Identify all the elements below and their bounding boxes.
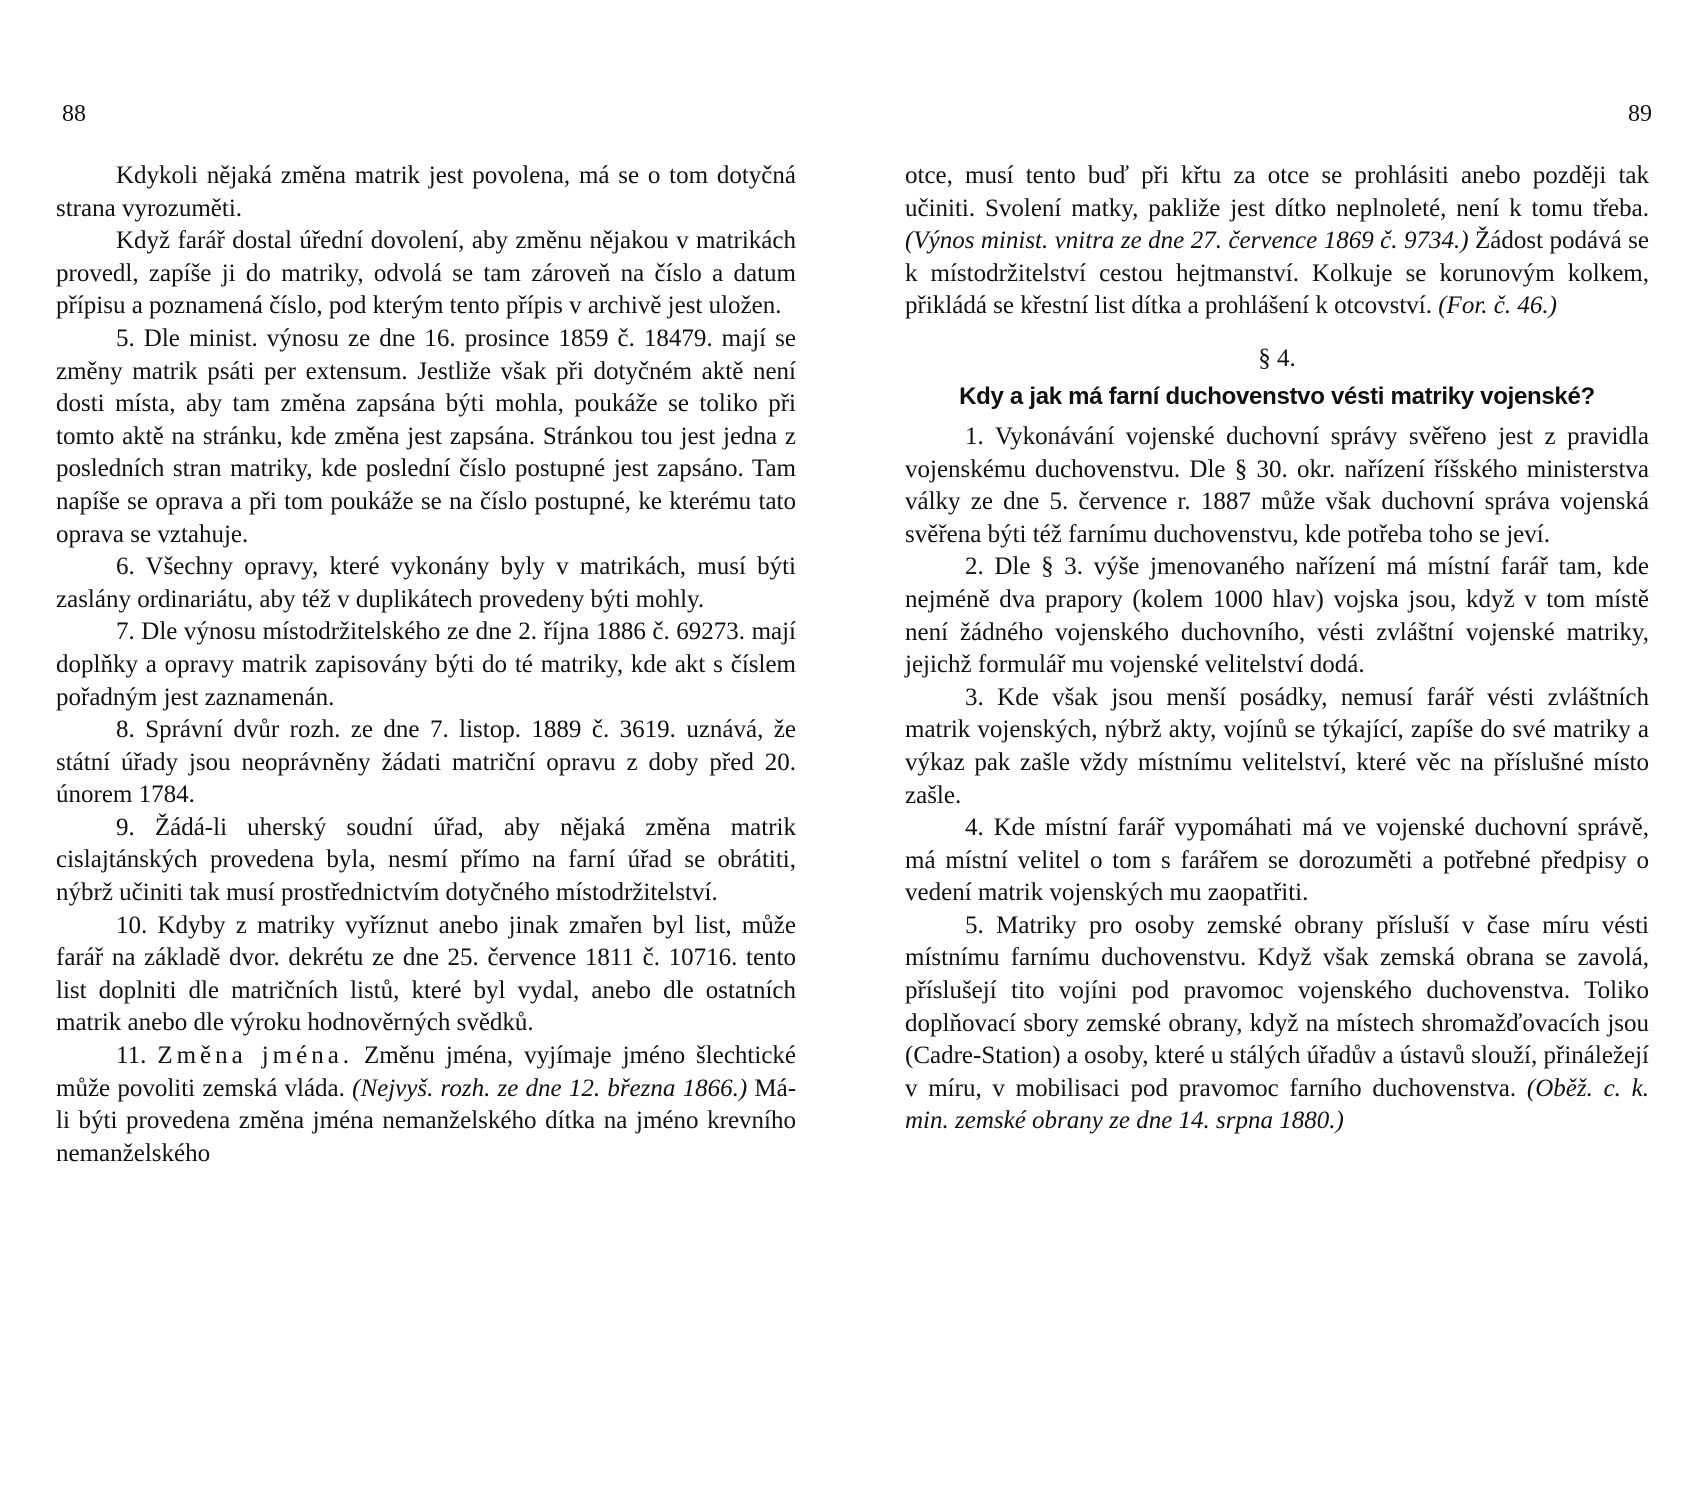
- paragraph: 5. Dle minist. výnosu ze dne 16. prosince 1859 č. 18479. mají se změny matrik psáti per extensum. Jestliže však při dotyčném aktě není dosti místa, aby tam změna zapsána býti mohla, poukáže se toliko při tomto aktě na stránku, kde změna jest zapsána. Stránkou tou jest jedna z posledních stran matriky, kde poslední číslo postupné jest zapsáno. Tam napíše se oprava a při tom poukáže se na číslo postupné, ke kterému tato oprava se vztahuje.: [56, 324, 796, 548]
- citation: (Nejvyš. rozh. ze dne 12. března 1866.): [352, 1074, 748, 1102]
- item-number: 11.: [116, 1042, 147, 1070]
- citation: (For. č. 46.): [1438, 292, 1557, 320]
- citation: (Oběž. c. k. min. zemské obrany ze dne 14. srpna 1880.): [905, 1074, 1649, 1135]
- paragraph: 7. Dle výnosu místodržitelského ze dne 2. října 1886 č. 69273. mají doplňky a opravy matrik zapisovány býti do té matriky, kde akt s číslem pořadným jest zaznamenán.: [56, 618, 796, 711]
- paragraph: [56, 1040, 796, 1170]
- paragraph: 9. Žádá-li uherský soudní úřad, aby nějaká změna matrik cislajtánských provedena byla, nesmí přímo na farní úřad se obrátiti, nýbrž učiniti tak musí prostřednictvím dotyčného místodržitelství.: [56, 813, 796, 907]
- paragraph-text: 5. Matriky pro osoby zemské obrany přísluší v čase míru vésti místnímu farnímu duchovenstvu. Když však zemská obrana se zavolá, příslušejí tito vojíni pod pravomoc vojenského duchovenstva. Toliko doplňovací sbory zemské obrany, když na místech shromažďovacích jsou (Cadre-Station) a osoby, které u stálých úřadův a ústavů slouží, přináležejí v míru, v mobilisaci pod pravomoc farního duchovenstva.: [905, 911, 1649, 1102]
- section-symbol: § 4.: [1258, 344, 1296, 372]
- paragraph: 8. Správní dvůr rozh. ze dne 7. listop. 1889 č. 3619. uznává, že státní úřady jsou neoprávněny žádati matriční opravu z doby před 20. únorem 1784.: [56, 716, 796, 809]
- left-page-text: [56, 160, 796, 1170]
- paragraph: Kdykoli nějaká změna matrik jest povolena, má se o tom dotyčná strana vyrozuměti.: [56, 162, 796, 222]
- paragraph: 10. Kdyby z matriky vyříznut anebo jinak zmařen byl list, může farář na základě dvor. dekrétu ze dne 25. července 1811 č. 10716. tento list doplniti dle matričních listů, které byl vydal, anebo dle ostatních matrik anebo dle výroku hodnověrných svědků.: [56, 911, 796, 1037]
- paragraph: [905, 910, 1649, 1138]
- paragraph-text: Žádost podává se k místodržitelství cestou hejtmanství. Kolkuje se korunovým kolkem, přikládá se křestní list dítka a prohlášení k otcovství.: [905, 227, 1649, 320]
- paragraph-text: otce, musí tento buď při křtu za otce se prohlásiti anebo později tak učiniti. Svolení matky, pakliže jest dítko neplnoleté, není k tomu třeba.: [905, 162, 1649, 222]
- paragraph: [905, 160, 1649, 323]
- spaced-heading: Změna jména.: [157, 1042, 354, 1070]
- paragraph-text: Má-li býti provedena změna jména nemanželského dítka na jméno krevního nemanželského: [56, 1074, 797, 1167]
- page-number-right: 89: [1628, 101, 1652, 127]
- paragraph-text: Změnu jména, vyjímaje jméno šlechtické může povoliti zemská vláda.: [56, 1042, 797, 1102]
- citation: (Výnos minist. vnitra ze dne 27. července 1869 č. 9734.): [905, 227, 1469, 255]
- paragraph: Když farář dostal úřední dovolení, aby změnu nějakou v matrikách provedl, zapíše ji do matriky, odvolá se tam zároveň na číslo a datum přípisu a poznamená číslo, pod kterým tento přípis v archivě jest uložen.: [56, 227, 796, 320]
- paragraph: 1. Vykonávání vojenské duchovní správy svěřeno jest z pravidla vojenskému duchovenstvu. Dle § 30. okr. nařízení říšského ministerstva války ze dne 5. července r. 1887 může však duchovní správa vojenská svěřena býti též farnímu duchovenstvu, kde potřeba toho se jeví.: [905, 422, 1649, 548]
- page-number-left: 88: [62, 101, 86, 127]
- paragraph: 3. Kde však jsou menší posádky, nemusí farář vésti zvláštních matrik vojenských, nýbrž akty, vojínů se týkající, zapíše do své matriky a výkaz pak zašle vždy místnímu velitelství, které věc na příslušné místo zašle.: [905, 683, 1649, 809]
- section-title: Kdy a jak má farní duchovenstvo vésti matriky vojenské?: [959, 382, 1595, 410]
- paragraph: 4. Kde místní farář vypomáhati má ve vojenské duchovní správě, má místní velitel o tom s farářem se dorozuměti a potřebné předpisy o vedení matrik vojenských mu zaopatřiti.: [905, 814, 1649, 907]
- paragraph: 6. Všechny opravy, které vykonány byly v matrikách, musí býti zaslány ordinariátu, aby též v duplikátech provedeny býti mohly.: [56, 553, 796, 613]
- paragraph: 2. Dle § 3. výše jmenovaného nařízení má místní farář tam, kde nejméně dva prapory (kolem 1000 hlav) vojska jsou, když v tom místě není žádného vojenského duchovního, vésti zvláštní vojenské matriky, jejichž formulář mu vojenské velitelství dodá.: [905, 553, 1649, 679]
- right-page-text: [905, 160, 1649, 1138]
